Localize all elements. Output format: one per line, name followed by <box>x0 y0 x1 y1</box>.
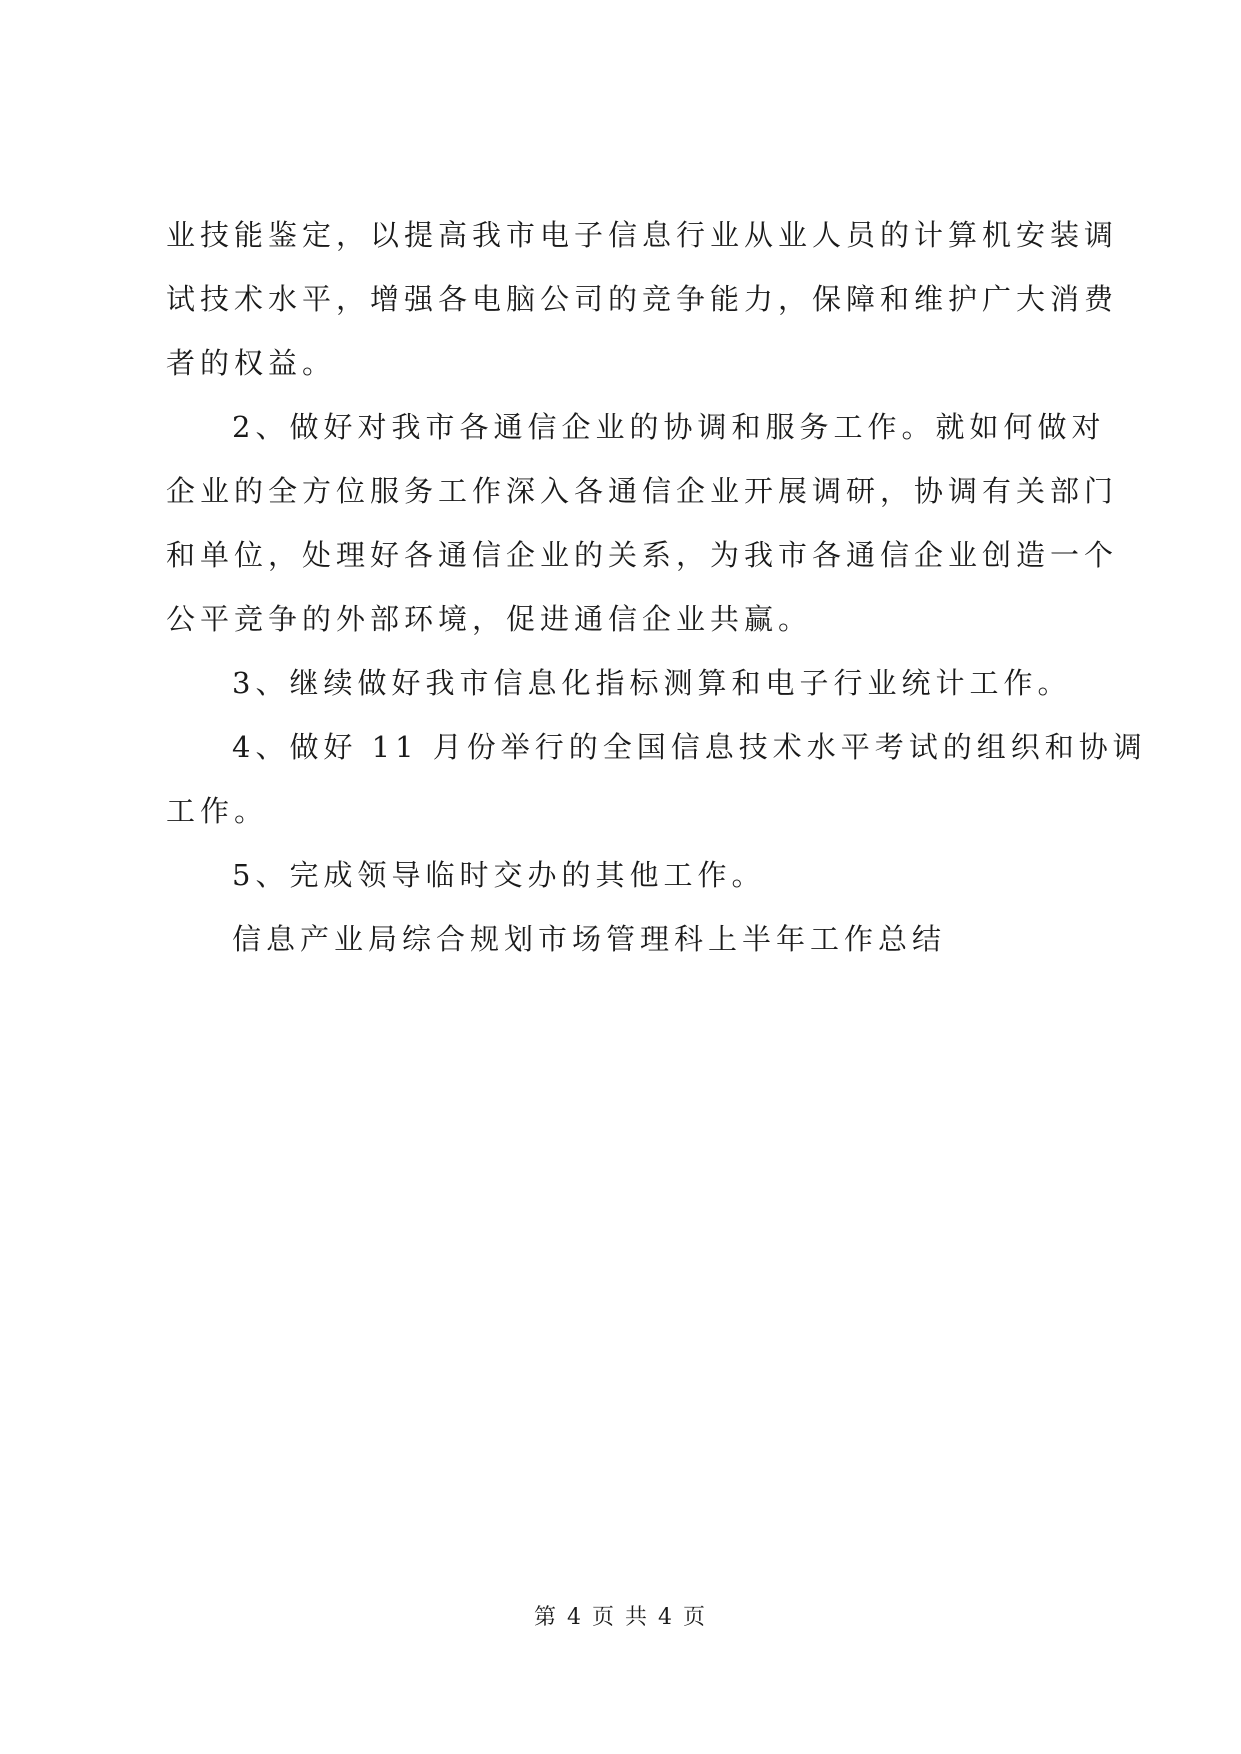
paragraph-line: 企业的全方位服务工作深入各通信企业开展调研，协调有关部门 <box>166 474 1119 508</box>
paragraph-line: 公平竞争的外部环境，促进通信企业共赢。 <box>166 602 813 636</box>
paragraph-line: 者的权益。 <box>166 346 337 380</box>
paragraph-line: 4、做好 11 月份举行的全国信息技术水平考试的组织和协调 <box>232 730 1147 764</box>
paragraph-line: 5、完成领导临时交办的其他工作。 <box>232 858 766 892</box>
paragraph-line: 业技能鉴定，以提高我市电子信息行业从业人员的计算机安装调 <box>166 218 1119 252</box>
paragraph-line: 工作。 <box>166 794 269 828</box>
paragraph-line: 和单位，处理好各通信企业的关系，为我市各通信企业创造一个 <box>166 538 1119 572</box>
document-title-line: 信息产业局综合规划市场管理科上半年工作总结 <box>232 922 947 956</box>
paragraph-line: 3、继续做好我市信息化指标测算和电子行业统计工作。 <box>232 666 1072 700</box>
page-number-footer: 第 4 页 共 4 页 <box>534 1605 707 1630</box>
paragraph-line: 2、做好对我市各通信企业的协调和服务工作。就如何做对 <box>232 410 1106 444</box>
paragraph-line: 试技术水平，增强各电脑公司的竞争能力，保障和维护广大消费 <box>166 282 1119 316</box>
document-body <box>166 203 1147 971</box>
